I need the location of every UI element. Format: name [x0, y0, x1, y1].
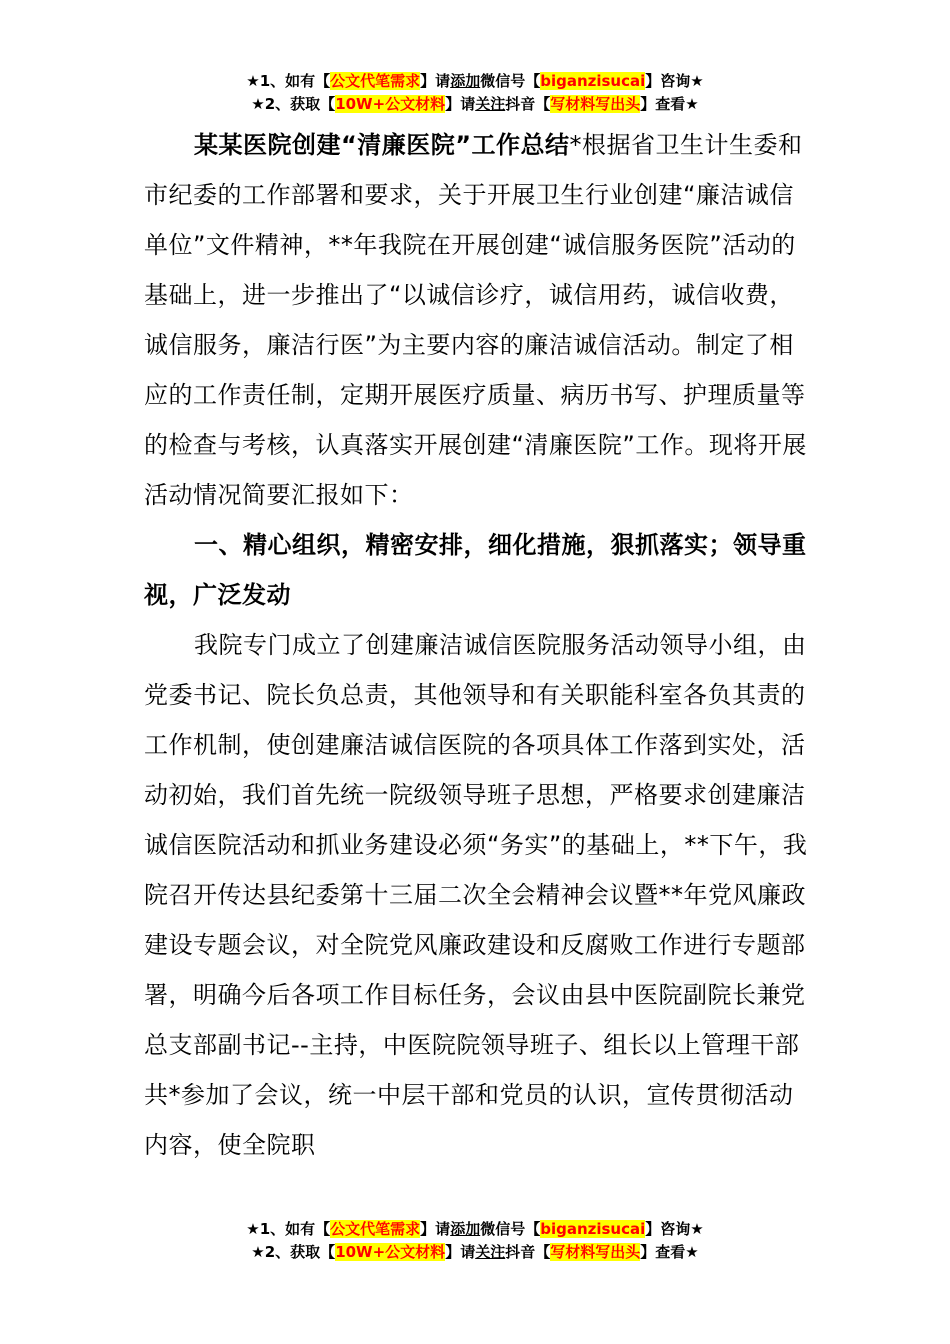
- banner-underline: 添加: [450, 72, 481, 90]
- intro-text: *根据省卫生计生委和市纪委的工作部署和要求，关于开展卫生行业创建“廉洁诚信单位”文件精神，**年我院在开展创建“诚信服务医院”活动的基础上，进一步推出了“以诚信诊疗，诚信用药，诚信收费，诚信服务，廉洁行医”为主要内容的廉洁诚信活动。制定了相应的工作责任制，定期开展医疗质量、病历书写、护理质量等的检查与考核，认真落实开展创建“清廉医院”工作。现将开展活动情况简要汇报如下：: [144, 131, 807, 509]
- banner-text: 】查看★: [640, 1243, 699, 1261]
- document-body: [144, 120, 814, 1170]
- banner-wechat-id: biganzisucai: [540, 1220, 646, 1238]
- banner-line-1: [0, 1218, 950, 1241]
- banner-text: 微信号【: [480, 1220, 541, 1238]
- banner-text: ★2、获取【: [251, 95, 336, 113]
- banner-highlight: 10W+公文材料: [335, 95, 446, 113]
- banner-line-1: [0, 70, 950, 93]
- banner-text: 】请: [420, 72, 451, 90]
- document-title: 某某医院创建“清廉医院”工作总结: [194, 131, 570, 159]
- banner-text: ★1、如有【: [246, 1220, 331, 1238]
- banner-text: 】咨询★: [645, 1220, 704, 1238]
- banner-text: 抖音【: [505, 95, 551, 113]
- banner-underline: 添加: [450, 1220, 481, 1238]
- banner-wechat-id: biganzisucai: [540, 72, 646, 90]
- banner-text: 】请: [445, 95, 476, 113]
- intro-paragraph: [144, 120, 814, 520]
- banner-text: 】咨询★: [645, 72, 704, 90]
- section-1-heading: 一、精心组织，精密安排，细化措施，狠抓落实；领导重视，广泛发动: [144, 531, 807, 609]
- banner-text: 】请: [445, 1243, 476, 1261]
- banner-douyin-name: 写材料写出头: [550, 95, 641, 113]
- banner-douyin-name: 写材料写出头: [550, 1243, 641, 1261]
- banner-highlight: 10W+公文材料: [335, 1243, 446, 1261]
- banner-line-2: [0, 93, 950, 116]
- banner-text: 】查看★: [640, 95, 699, 113]
- banner-text: ★1、如有【: [246, 72, 331, 90]
- section-1-body: 我院专门成立了创建廉洁诚信医院服务活动领导小组，由党委书记、院长负总责，其他领导和有关职能科室各负其责的工作机制，使创建廉洁诚信医院的各项具体工作落到实处，活动初始，我们首先统一院级领导班子思想，严格要求创建廉洁诚信医院活动和抓业务建设必须“务实”的基础上，**下午，我院召开传达县纪委第十三届二次全会精神会议暨**年党风廉政建设专题会议，对全院党风廉政建设和反腐败工作进行专题部署，明确今后各项工作目标任务，会议由县中医院副院长兼党总支部副书记--主持，中医院院领导班子、组长以上管理干部共*参加了会议，统一中层干部和党员的认识，宣传贯彻活动内容，使全院职: [144, 631, 808, 1159]
- banner-text: 抖音【: [505, 1243, 551, 1261]
- banner-text: 微信号【: [480, 72, 541, 90]
- banner-underline: 关注: [475, 1243, 506, 1261]
- banner-underline: 关注: [475, 95, 506, 113]
- banner-highlight: 公文代笔需求: [330, 1220, 421, 1238]
- header-banner: [0, 70, 950, 116]
- banner-line-2: [0, 1241, 950, 1264]
- banner-text: ★2、获取【: [251, 1243, 336, 1261]
- banner-text: 】请: [420, 1220, 451, 1238]
- footer-banner: [0, 1218, 950, 1264]
- banner-highlight: 公文代笔需求: [330, 72, 421, 90]
